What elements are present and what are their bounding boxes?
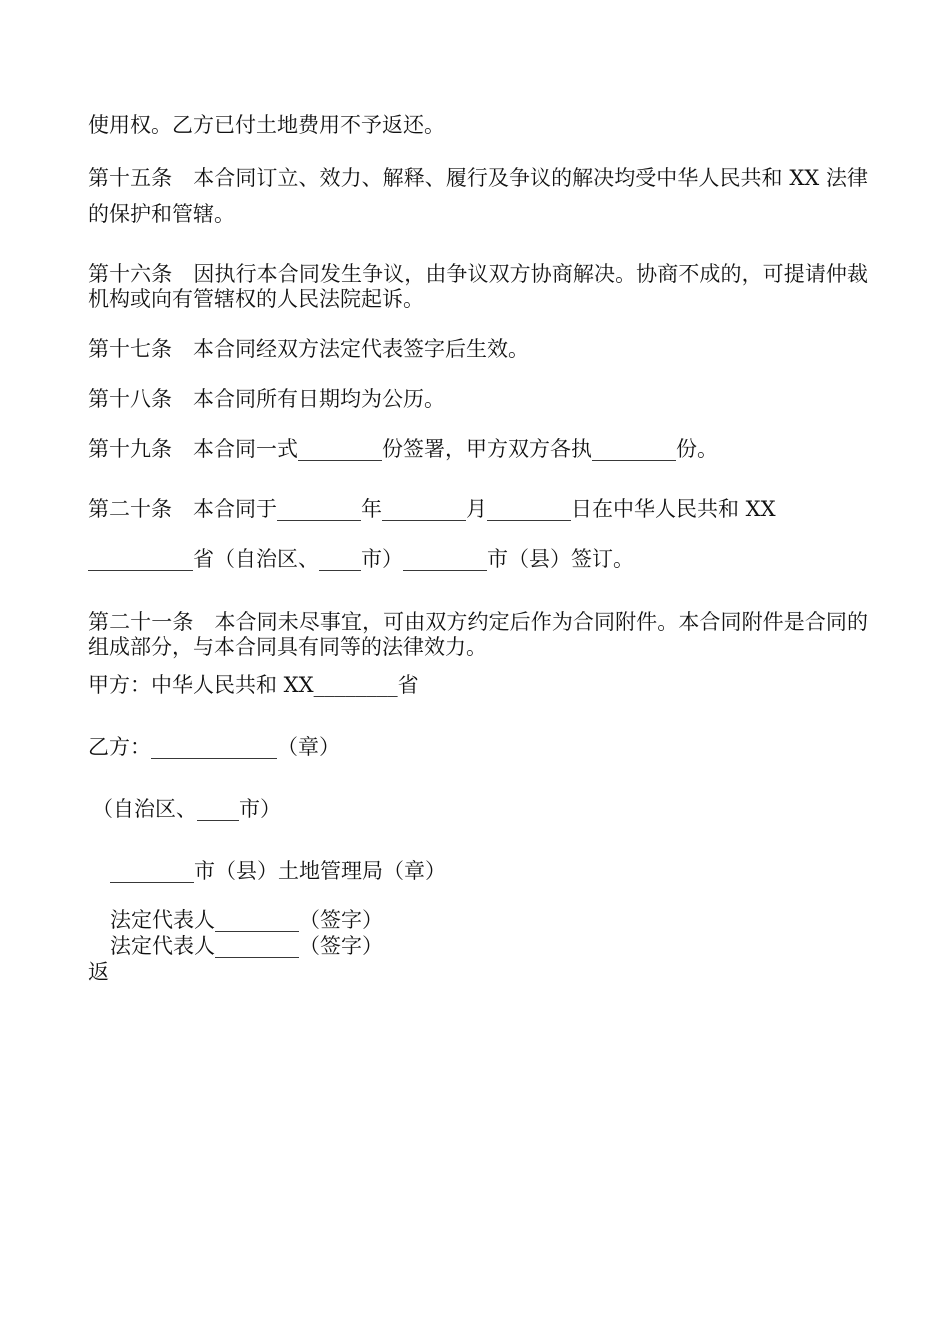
region-line: （自治区、____市）: [92, 797, 281, 821]
party-a: 甲方：中华人民共和 XX________省: [88, 673, 419, 697]
trailing-text: 返: [88, 960, 109, 984]
article-20-line1: 第二十条 本合同于________年________月________日在中华人民共和 XX: [88, 497, 776, 521]
article-19: 第十九条 本合同一式________份签署，甲方双方各执________份。: [88, 437, 718, 461]
article-17: 第十七条 本合同经双方法定代表签字后生效。: [88, 337, 529, 361]
text-line-continuation: 使用权。乙方已付土地费用不予返还。: [88, 113, 445, 137]
legal-rep-2: 法定代表人________（签字）: [110, 934, 383, 958]
legal-rep-1: 法定代表人________（签字）: [110, 908, 383, 932]
article-15: 第十五条 本合同订立、效力、解释、履行及争议的解决均受中华人民共和 XX 法律的保护和管辖。: [88, 166, 868, 226]
article-21: 第二十一条 本合同未尽事宜，可由双方约定后作为合同附件。本合同附件是合同的组成部分，与本合同具有同等的法律效力。: [88, 610, 868, 659]
article-18: 第十八条 本合同所有日期均为公历。: [88, 387, 445, 411]
party-b: 乙方：____________（章）: [88, 735, 340, 759]
article-16: 第十六条 因执行本合同发生争议，由争议双方协商解决。协商不成的，可提请仲裁机构或向有管辖权的人民法院起诉。: [88, 262, 868, 311]
article-20-line2: __________省（自治区、____市）________市（县）签订。: [88, 547, 634, 571]
land-bureau: ________市（县）土地管理局（章）: [110, 859, 446, 883]
